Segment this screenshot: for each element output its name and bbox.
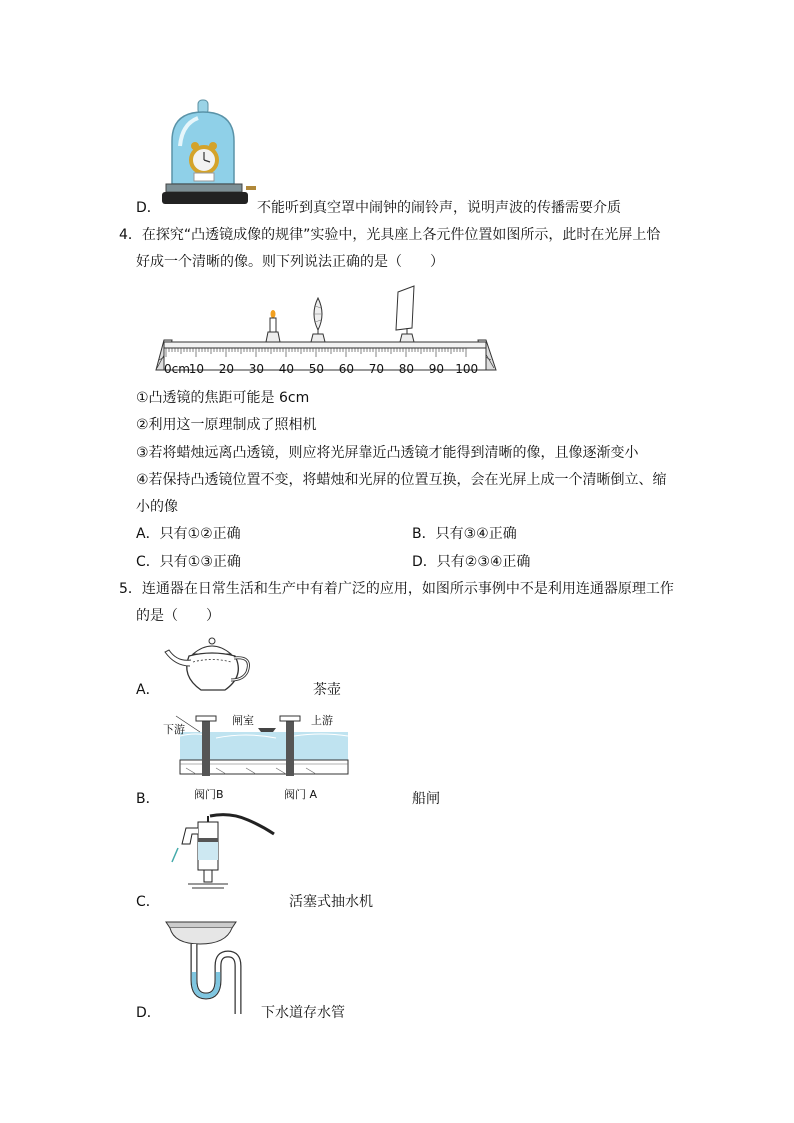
bench-tick-label: 40 (278, 362, 295, 376)
q4-option-d[interactable]: D．只有②③④正确 (412, 554, 531, 570)
bench-tick-label: 70 (368, 362, 385, 376)
q3-option-d-letter: D． (136, 200, 161, 216)
q5-stem-line1: 5．连通器在日常生活和生产中有着广泛的应用，如图所示事例中不是利用连通器原理工作 (119, 581, 674, 597)
q5-option-d-letter[interactable]: D． (136, 1005, 161, 1021)
q4-statement-2: ②利用这一原理制成了照相机 (136, 417, 317, 433)
q4-option-a[interactable]: A．只有①②正确 (136, 526, 241, 542)
bench-tick-label: 50 (308, 362, 325, 376)
q4-statement-4-cont: 小的像 (136, 499, 178, 515)
convex-lens (311, 298, 325, 342)
bench-tick-label: 0cm (164, 362, 190, 376)
lock-label-valve-b: 阀门B (194, 788, 224, 801)
q4-stem-line2: 好成一个清晰的像。则下列说法正确的是（ ） (136, 254, 444, 270)
lock-label-upstream: 上游 (311, 714, 333, 727)
bench-tick-label: 20 (218, 362, 235, 376)
q4-option-c[interactable]: C．只有①③正确 (136, 554, 241, 570)
q5-option-d-caption: 下水道存水管 (261, 1005, 345, 1021)
q4-stem-line1: 4．在探究“凸透镜成像的规律”实验中，光具座上各元件位置如图所示，此时在光屏上恰 (119, 227, 661, 243)
piston-pump-illustration (158, 814, 278, 890)
bench-tick-label: 80 (398, 362, 415, 376)
bench-tick-label: 100 (455, 362, 479, 376)
candle (266, 310, 280, 342)
lock-label-valve-a: 阀门 A (284, 788, 318, 801)
sink-trap-illustration (164, 918, 246, 1016)
lock-label-downstream: 下游 (163, 723, 185, 736)
q5-option-b-caption: 船闸 (412, 791, 440, 807)
q4-statement-3: ③若将蜡烛远离凸透镜，则应将光屏靠近凸透镜才能得到清晰的像，且像逐渐变小 (136, 445, 639, 461)
bench-tick-label: 90 (428, 362, 445, 376)
q3-option-d-caption: 不能听到真空罩中闹钟的闹铃声，说明声波的传播需要介质 (257, 200, 621, 216)
light-screen (396, 286, 414, 342)
lock-label-chamber: 闸室 (232, 714, 254, 727)
bell-jar-illustration (160, 96, 260, 214)
q5-option-c-caption: 活塞式抽水机 (289, 894, 373, 910)
q4-option-b[interactable]: B．只有③④正确 (412, 526, 517, 542)
teapot-illustration (163, 632, 255, 696)
bench-tick-label: 30 (248, 362, 265, 376)
q5-option-a-caption: 茶壶 (313, 682, 341, 698)
q5-stem-line2: 的是（ ） (136, 608, 220, 624)
q5-option-a-letter[interactable]: A． (136, 682, 160, 698)
bench-tick-label: 60 (338, 362, 355, 376)
bench-tick-label: 10 (188, 362, 205, 376)
q5-option-c-letter[interactable]: C． (136, 894, 160, 910)
q4-statement-4: ④若保持凸透镜位置不变，将蜡烛和光屏的位置互换，会在光屏上成一个清晰倒立、缩 (136, 472, 667, 488)
q5-option-b-letter[interactable]: B． (136, 791, 160, 807)
q4-statement-1: ①凸透镜的焦距可能是 6cm (136, 390, 310, 406)
